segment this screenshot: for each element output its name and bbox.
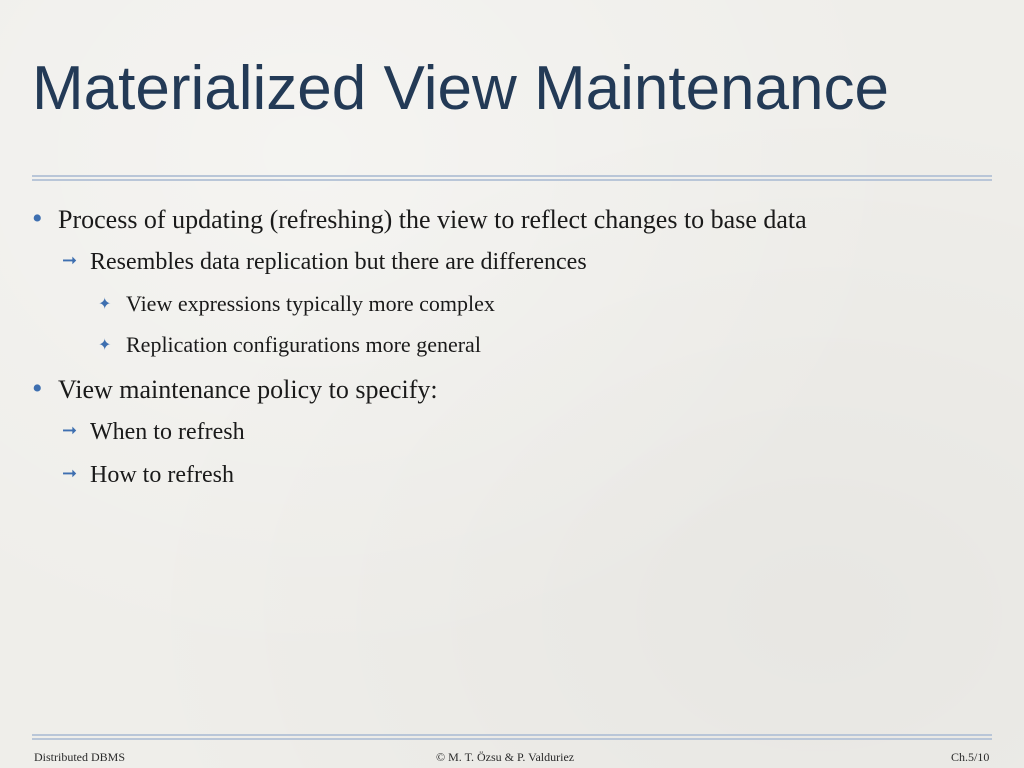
bullet-item bbox=[62, 250, 587, 274]
bullet-item bbox=[62, 420, 245, 444]
title-divider bbox=[32, 175, 992, 181]
footer-course: Distributed DBMS bbox=[34, 750, 126, 764]
star-icon: ✦ bbox=[98, 335, 112, 354]
bullet-text: View maintenance policy to specify: bbox=[58, 375, 438, 404]
arrow-icon: ➞ bbox=[62, 463, 78, 484]
slide-title: Materialized View Maintenance bbox=[32, 54, 889, 123]
arrow-icon: ➞ bbox=[62, 420, 78, 441]
bullet-item bbox=[98, 293, 495, 315]
bullet-text: Replication configurations more general bbox=[126, 332, 481, 357]
bullet-dot-icon: • bbox=[32, 372, 43, 405]
footer-page-number: Ch.5/10 bbox=[951, 750, 990, 764]
bullet-item bbox=[98, 334, 481, 356]
bullet-text: How to refresh bbox=[90, 462, 234, 488]
bullet-text: Process of updating (refreshing) the view to reflect changes to base data bbox=[58, 205, 807, 234]
bullet-text: Resembles data replication but there are differences bbox=[90, 249, 587, 275]
bullet-item bbox=[62, 463, 234, 487]
star-icon: ✦ bbox=[98, 294, 112, 313]
footer-divider bbox=[32, 734, 992, 740]
bullet-item bbox=[32, 374, 438, 404]
bullet-text: When to refresh bbox=[90, 419, 245, 445]
bullet-item bbox=[32, 204, 807, 234]
footer-copyright: © M. T. Özsu & P. Valduriez bbox=[436, 750, 575, 764]
bullet-text: View expressions typically more complex bbox=[126, 291, 495, 316]
bullet-dot-icon: • bbox=[32, 202, 43, 235]
arrow-icon: ➞ bbox=[62, 250, 78, 271]
